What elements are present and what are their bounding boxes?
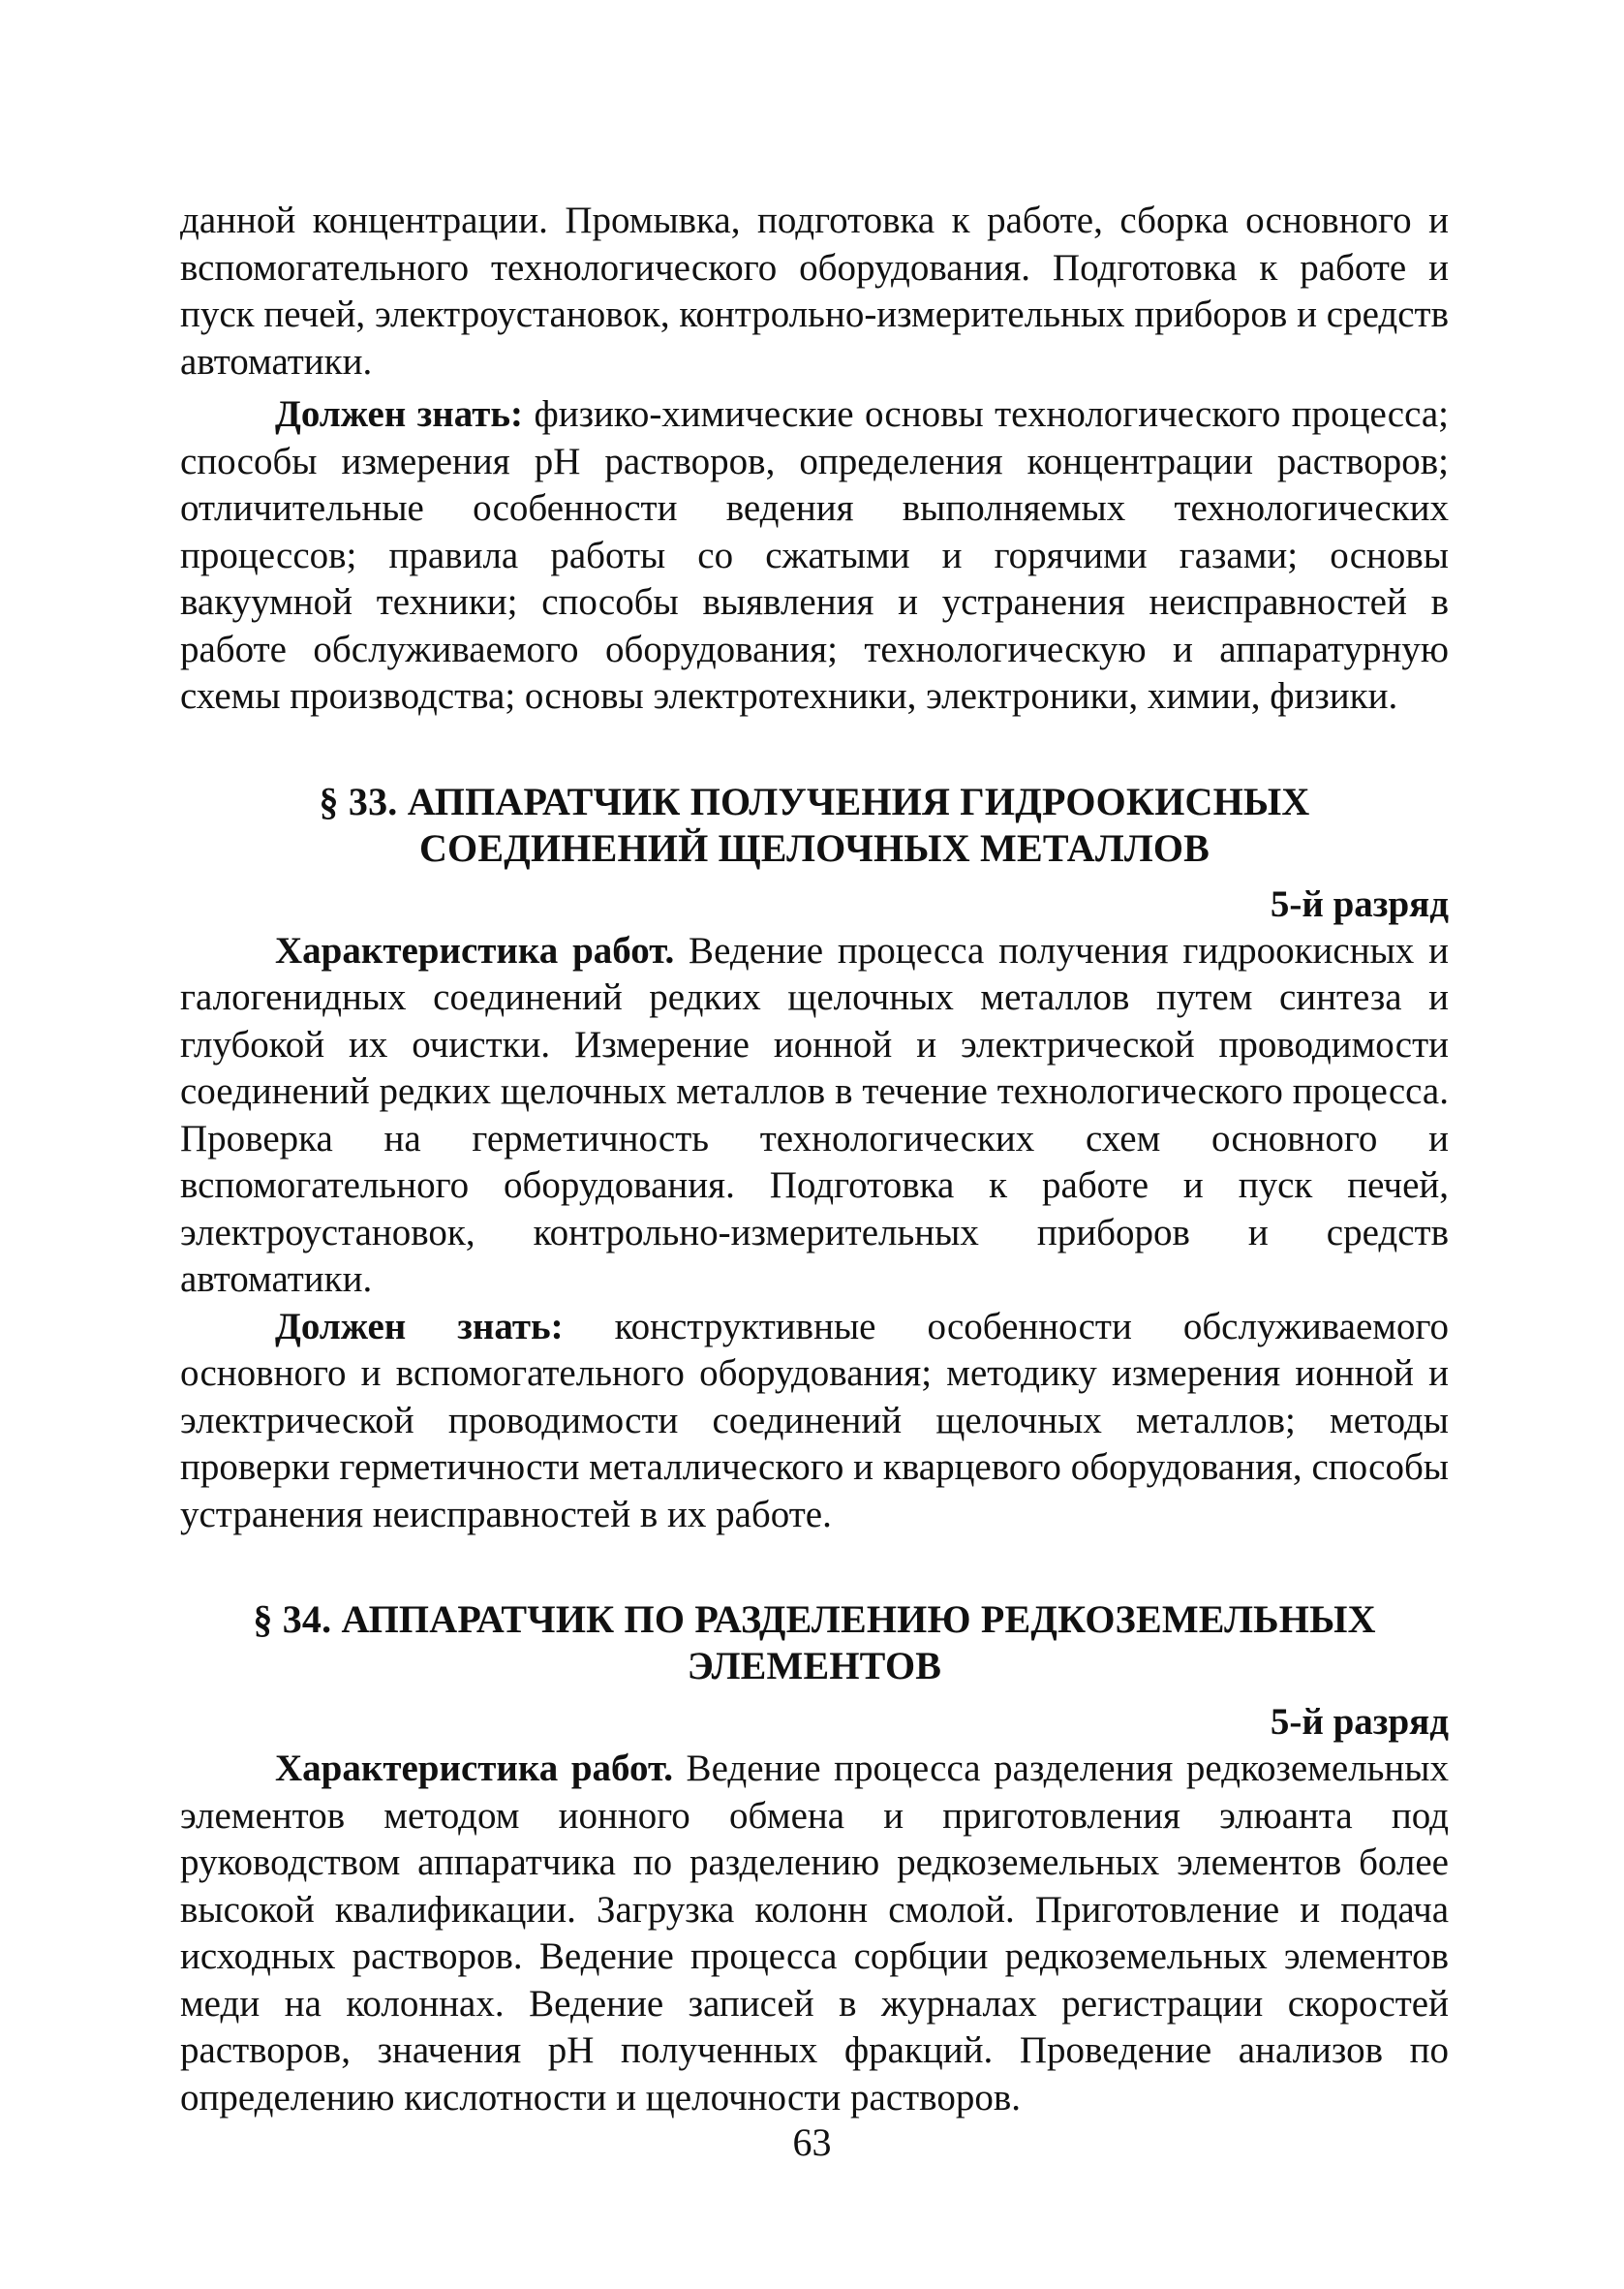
section-33-title — [180, 779, 1449, 872]
section-34-title-line-2: ЭЛЕМЕНТОВ — [687, 1644, 942, 1687]
section-33-grade: 5-й разряд — [1270, 882, 1449, 925]
section-33-title-line-1: § 33. АППАРАТЧИК ПОЛУЧЕНИЯ ГИДРООКИСНЫХ — [319, 779, 1310, 823]
section-33 — [180, 779, 1449, 1539]
must-know-label: Должен знать: — [275, 393, 524, 435]
characteristic-text: Ведение процесса разделения редкоземельных элементов методом ионного обмена и приготовления элюанта под руководством аппаратчика по разделению редкоземельных элементов более высокой квалификации. Загрузка колонн смолой. Приготовление и подача исходных растворов. Ведение процесса сорбции редкоземельных элементов меди на колоннах. Ведение записей в журналах регистрации скоростей растворов, значения pH полученных фракций. Проведение анализов по определению кислотности и щелочности растворов. — [180, 1748, 1449, 2119]
section-34 — [180, 1596, 1449, 2121]
section-34-title-line-1: § 34. АППАРАТЧИК ПО РАЗДЕЛЕНИЮ РЕДКОЗЕМЕЛЬНЫХ — [253, 1597, 1376, 1641]
characteristic-text: Ведение процесса получения гидроокисных и галогенидных соединений редких щелочных металлов путем синтеза и глубокой их очистки. Измерение ионной и электрической проводимости соединений редких щелочных металлов в течение технологического процесса. Проверка на герметичность технологических схем основного и вспомогательного оборудования. Подготовка к работе и пуск печей, электроустановок, контрольно-измерительных приборов и средств автоматики. — [180, 929, 1449, 1300]
intro-paragraph: данной концентрации. Промывка, подготовка к работе, сборка основного и вспомогательного технологического оборудования. Подготовка к работе и пуск печей, электроустановок, контрольно-измерительных приборов и средств автоматики. — [180, 200, 1449, 383]
must-know-label: Должен знать: — [275, 1305, 564, 1347]
section-34-title — [180, 1596, 1449, 1689]
must-know-text: физико-химические основы технологического процесса; способы измерения pH растворов, определения концентрации растворов; отличительные особенности ведения выполняемых технологических процессов; правила работы со сжатыми и горячими газами; основы вакуумной техники; способы выявления и устранения неисправностей в работе обслуживаемого оборудования; технологическую и аппаратурную схемы производства; основы электротехники, электроники, химии, физики. — [180, 393, 1449, 717]
section-33-must-know-paragraph — [180, 1304, 1449, 1539]
characteristic-label: Характеристика работ. — [275, 1748, 673, 1789]
document-page — [180, 198, 1449, 2121]
section-34-grade: 5-й разряд — [1270, 1701, 1449, 1743]
section-33-title-line-2: СОЕДИНЕНИЙ ЩЕЛОЧНЫХ МЕТАЛЛОВ — [418, 825, 1210, 870]
must-know-text: конструктивные особенности обслуживаемого основного и вспомогательного оборудования; методику измерения ионной и электрической проводимости соединений щелочных металлов; методы проверки герметичности металлического и кварцевого оборудования, способы устранения неисправностей в их работе. — [180, 1305, 1449, 1535]
section-33-characteristic-paragraph — [180, 928, 1449, 1304]
section-34-characteristic-paragraph — [180, 1746, 1449, 2121]
characteristic-label: Характеристика работ. — [275, 929, 675, 972]
intro-must-know-paragraph — [180, 391, 1449, 721]
page-number: 63 — [792, 2120, 832, 2164]
